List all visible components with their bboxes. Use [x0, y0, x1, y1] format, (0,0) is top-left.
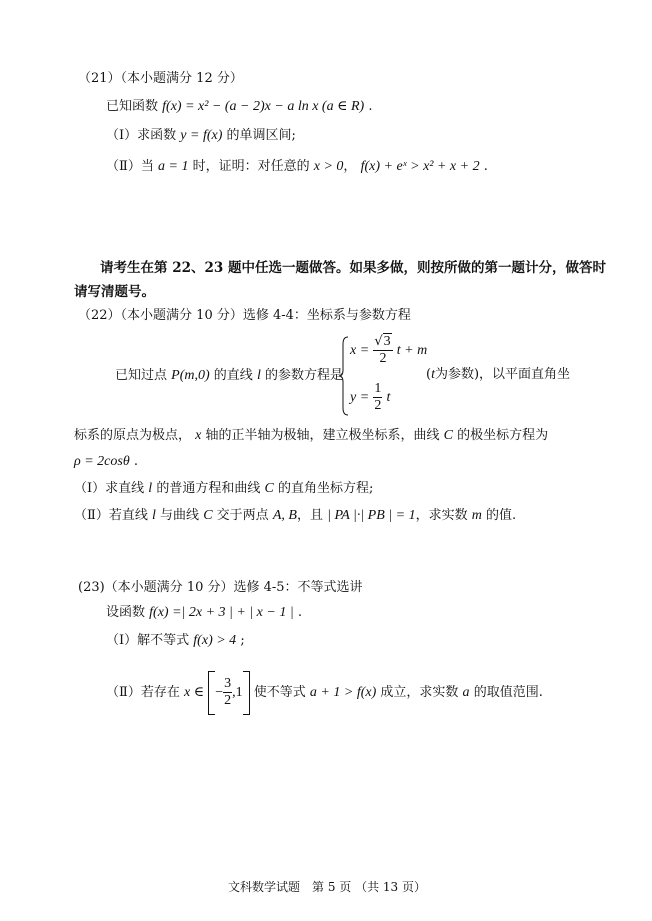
q23-part2-text-1: 若存在 [140, 685, 180, 700]
q21-header: （21）（本小题满分 12 分） [78, 71, 243, 86]
q22-polar [74, 453, 138, 471]
q22-eq-2 [350, 381, 390, 414]
q23-part2-a: a [462, 685, 470, 700]
q21-given-suffix: . [368, 99, 373, 114]
q22-line2-c: C [443, 428, 454, 443]
q23-part1-text: 解不等式 [137, 633, 190, 648]
q23-interval-neg: − [215, 685, 224, 700]
q23-interval-fraction [223, 676, 232, 709]
q22-eq2-lhs: y = [350, 390, 370, 405]
q21-part1 [106, 127, 296, 145]
q22-line-l: l [256, 368, 261, 383]
q22-part1 [74, 480, 373, 498]
q21-part2-text-2: 时，证明：对任意的 [192, 159, 310, 174]
q22-part2 [74, 507, 516, 525]
q22-part1-c: C [264, 481, 274, 496]
q22-eq1-den: 2 [379, 351, 387, 366]
q22-eq1-sqrt: 3 [383, 334, 391, 349]
q23-given-prefix: 设函数 [106, 605, 146, 620]
q22-part2-text-3: 交于两点 [216, 508, 269, 523]
q23-interval-den: 2 [224, 693, 232, 708]
q22-part2-points: A, B [272, 508, 297, 523]
q23-part1-label: （Ⅰ） [106, 633, 138, 648]
q22-eq-1 [350, 334, 427, 367]
q22-eq2-den: 2 [374, 398, 382, 413]
q22-eq1-fraction: $\frac{√3}{2}$ [374, 334, 391, 366]
q22-part2-text-5: ，求实数 [415, 508, 468, 523]
q23-part1 [106, 632, 245, 650]
q22-part2-label: （Ⅱ） [74, 508, 109, 523]
q22-part1-label: （Ⅰ） [74, 481, 106, 496]
q22-param-t: t [431, 367, 435, 382]
q22-part2-text-4: ，且 [296, 508, 323, 523]
q23-part2-label: （Ⅱ） [106, 685, 141, 700]
q23-part1-suffix: ; [240, 633, 245, 648]
q23-header: (23)（本小题满分 10 分）选修 4-5：不等式选讲 [78, 580, 363, 595]
q22-line-2 [74, 427, 548, 445]
q21-part1-suffix: 的单调区间; [226, 128, 296, 143]
q22-eq1-rhs: t + m [396, 343, 428, 358]
q22-line2-text-3: 的极坐标方程为 [457, 428, 549, 443]
q23-part2-text-2: 使不等式 [253, 685, 306, 700]
q21-given [106, 98, 372, 116]
q22-param-note [426, 366, 570, 384]
q22-polar-suffix: . [133, 454, 138, 469]
q21-part2-text-1: 当 [140, 159, 154, 174]
q21-function-formula: f(x) = x² − (a − 2)x − a ln x (a ∈ R) [162, 99, 365, 114]
q21-part1-label: （Ⅰ） [106, 128, 138, 143]
q22-eq2-num: 1 [374, 381, 382, 396]
q23-interval-num: 3 [224, 676, 232, 691]
q22-part2-product: | PA |·| PB | = 1 [327, 508, 416, 523]
q22-part2-text-2: 与曲线 [160, 508, 200, 523]
q21-part2-text-3: ， [343, 159, 357, 174]
q21-part2 [106, 158, 488, 176]
q22-eq2-rhs: t [386, 390, 391, 405]
q23-part1-formula: f(x) > 4 [193, 633, 237, 648]
instruction-line-2: 请写清题号。 [74, 284, 155, 300]
q22-polar-equation: ρ = 2cosθ [74, 454, 130, 469]
q21-part2-formula-2: x > 0 [313, 159, 344, 174]
q22-part2-l: l [152, 508, 156, 523]
q22-part1-text-3: 的直角坐标方程; [277, 481, 374, 496]
q22-param-open: ( [426, 367, 432, 382]
q22-part1-text-1: 求直线 [105, 481, 145, 496]
q23-given [106, 604, 302, 622]
q23-part2-x-in: x ∈ [184, 685, 205, 700]
q23-interval-end: ,1 [232, 685, 243, 700]
q22-eq2-fraction [373, 381, 382, 414]
q21-part2-text-4: . [483, 159, 488, 174]
q23-given-suffix: . [297, 605, 302, 620]
q23-part2 [106, 670, 543, 716]
q21-part2-formula-1: a = 1 [158, 159, 189, 174]
q22-brace-icon [338, 336, 350, 416]
q23-part2-text-3: 成立，求实数 [380, 685, 459, 700]
page-footer: 文科数学试题 第 5 页 （共 13 页） [228, 880, 426, 894]
q22-part2-m: m [471, 508, 482, 523]
q21-part1-formula: y = f(x) [180, 128, 223, 143]
q22-line2-x: x [195, 428, 202, 443]
q22-part2-text-1: 若直线 [108, 508, 148, 523]
q23-part2-inequality: a + 1 > f(x) [309, 685, 377, 700]
q22-line2-text-1: 标系的原点为极点， [74, 428, 192, 443]
q22-param-note-text: 为参数)，以平面直角坐 [434, 367, 571, 382]
q21-given-prefix: 已知函数 [106, 99, 159, 114]
q21-part2-label: （Ⅱ） [106, 159, 141, 174]
q22-line2-text-2: 轴的正半轴为极轴，建立极坐标系，曲线 [205, 428, 440, 443]
q22-part1-text-2: 的普通方程和曲线 [156, 481, 261, 496]
q22-eq1-lhs: x = [350, 343, 370, 358]
q22-part2-c: C [203, 508, 213, 523]
q22-part2-text-6: 的值. [486, 508, 517, 523]
q22-intro-text-3: 的参数方程是 [264, 368, 343, 383]
q22-part1-l: l [148, 481, 153, 496]
q22-intro-text-2: 的直线 [213, 368, 253, 383]
q23-function-formula: f(x) =| 2x + 3 | + | x − 1 | [149, 605, 294, 620]
q22-intro-text-1: 已知过点 [115, 368, 168, 383]
q22-header: （22）（本小题满分 10 分）选修 4-4：坐标系与参数方程 [78, 308, 411, 323]
q22-point-p: P(m,0) [171, 368, 210, 383]
q21-part2-formula-3: f(x) + eˣ > x² + x + 2 [360, 159, 480, 174]
instruction-line-1: 请考生在第 22、23 题中任选一题做答。如果多做，则按所做的第一题计分，做答时 [100, 260, 606, 276]
q22-intro [115, 367, 343, 385]
q23-right-bracket-icon [243, 671, 250, 715]
q23-part2-text-4: 的取值范围. [473, 685, 543, 700]
q21-part1-text: 求函数 [137, 128, 177, 143]
